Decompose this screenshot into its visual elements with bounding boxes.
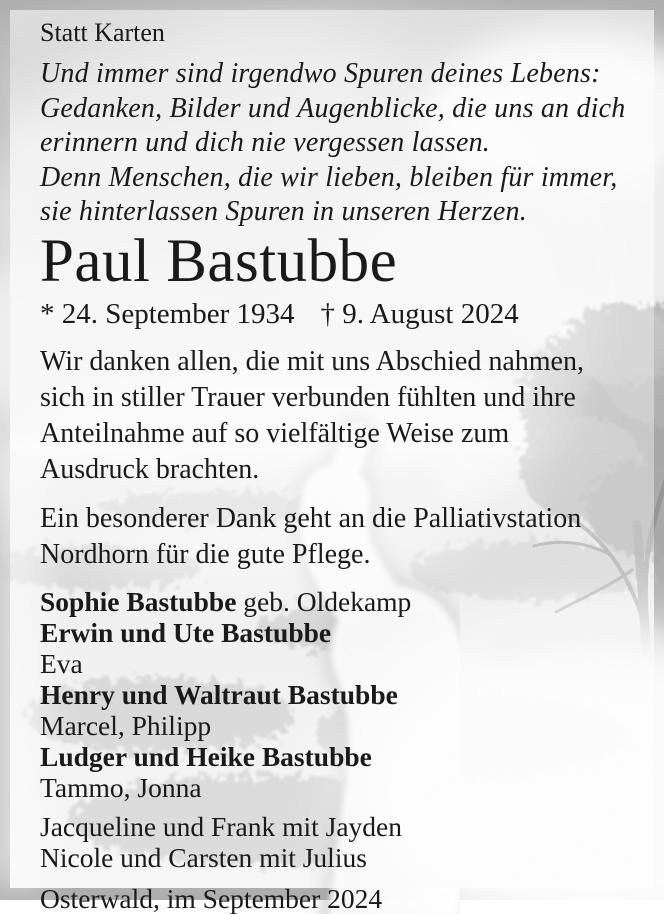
mourner-row — [40, 648, 636, 679]
death-date: † 9. August 2024 — [320, 297, 519, 330]
thanks-paragraph — [40, 344, 636, 488]
special-thanks-line: Nordhorn für die gute Pflege. — [40, 538, 371, 570]
life-dates — [40, 297, 636, 331]
mourner-name-bold: Sophie Bastubbe — [40, 585, 237, 617]
mourner-row — [40, 679, 636, 710]
mourner-name-bold: Ludger und Heike Bastubbe — [40, 740, 372, 772]
thanks-line: Wir danken allen, die mit uns Abschied nahmen, — [40, 345, 584, 377]
extended-family-row: Nicole und Carsten mit Julius — [40, 841, 367, 873]
special-thanks-paragraph — [40, 501, 636, 573]
closing-place-date: Osterwald, im September 2024 — [40, 882, 383, 914]
special-thanks-line: Ein besonderer Dank geht an die Palliativstation — [40, 502, 582, 534]
mourner-name-rest: Tammo, Jonna — [40, 771, 202, 803]
obituary-content — [10, 10, 654, 914]
mourner-name-bold: Henry und Waltraut Bastubbe — [40, 678, 398, 710]
thanks-line: sich in stiller Trauer verbunden fühlten und ihre — [40, 381, 576, 413]
thanks-line: Ausdruck brachten. — [40, 453, 260, 485]
birth-date: * 24. September 1934 — [40, 297, 295, 330]
mourner-row — [40, 586, 636, 617]
mourner-name-rest: geb. Oldekamp — [236, 585, 412, 617]
mourner-name-rest: Eva — [40, 647, 83, 679]
extended-family-row: Jacqueline und Frank mit Jayden — [40, 810, 402, 842]
mourner-row — [40, 710, 636, 741]
mourner-name-bold: Erwin und Ute Bastubbe — [40, 616, 332, 648]
thanks-line: Anteilnahme auf so vielfältige Weise zum — [40, 417, 510, 449]
mourner-name-rest: Marcel, Philipp — [40, 709, 212, 741]
poem-line: Denn Menschen, die wir lieben, bleiben für immer, — [40, 161, 618, 193]
deceased-name: Paul Bastubbe — [40, 227, 398, 295]
mourner-row — [40, 617, 636, 648]
mourner-row — [40, 772, 636, 803]
extended-family-list — [40, 811, 636, 873]
poem-line: Und immer sind irgendwo Spuren deines Lebens: — [40, 58, 601, 89]
memorial-poem — [40, 57, 636, 230]
poem-line: erinnern und dich nie vergessen lassen. — [40, 127, 491, 158]
poem-line: Gedanken, Bilder und Augenblicke, die uns an dich — [40, 92, 626, 124]
poem-line: sie hinterlassen Spuren in unseren Herzen. — [40, 196, 527, 227]
mourners-list — [40, 586, 636, 803]
mourner-row — [40, 741, 636, 772]
statt-karten-note: Statt Karten — [40, 18, 165, 47]
framed-photo-area — [10, 10, 654, 914]
